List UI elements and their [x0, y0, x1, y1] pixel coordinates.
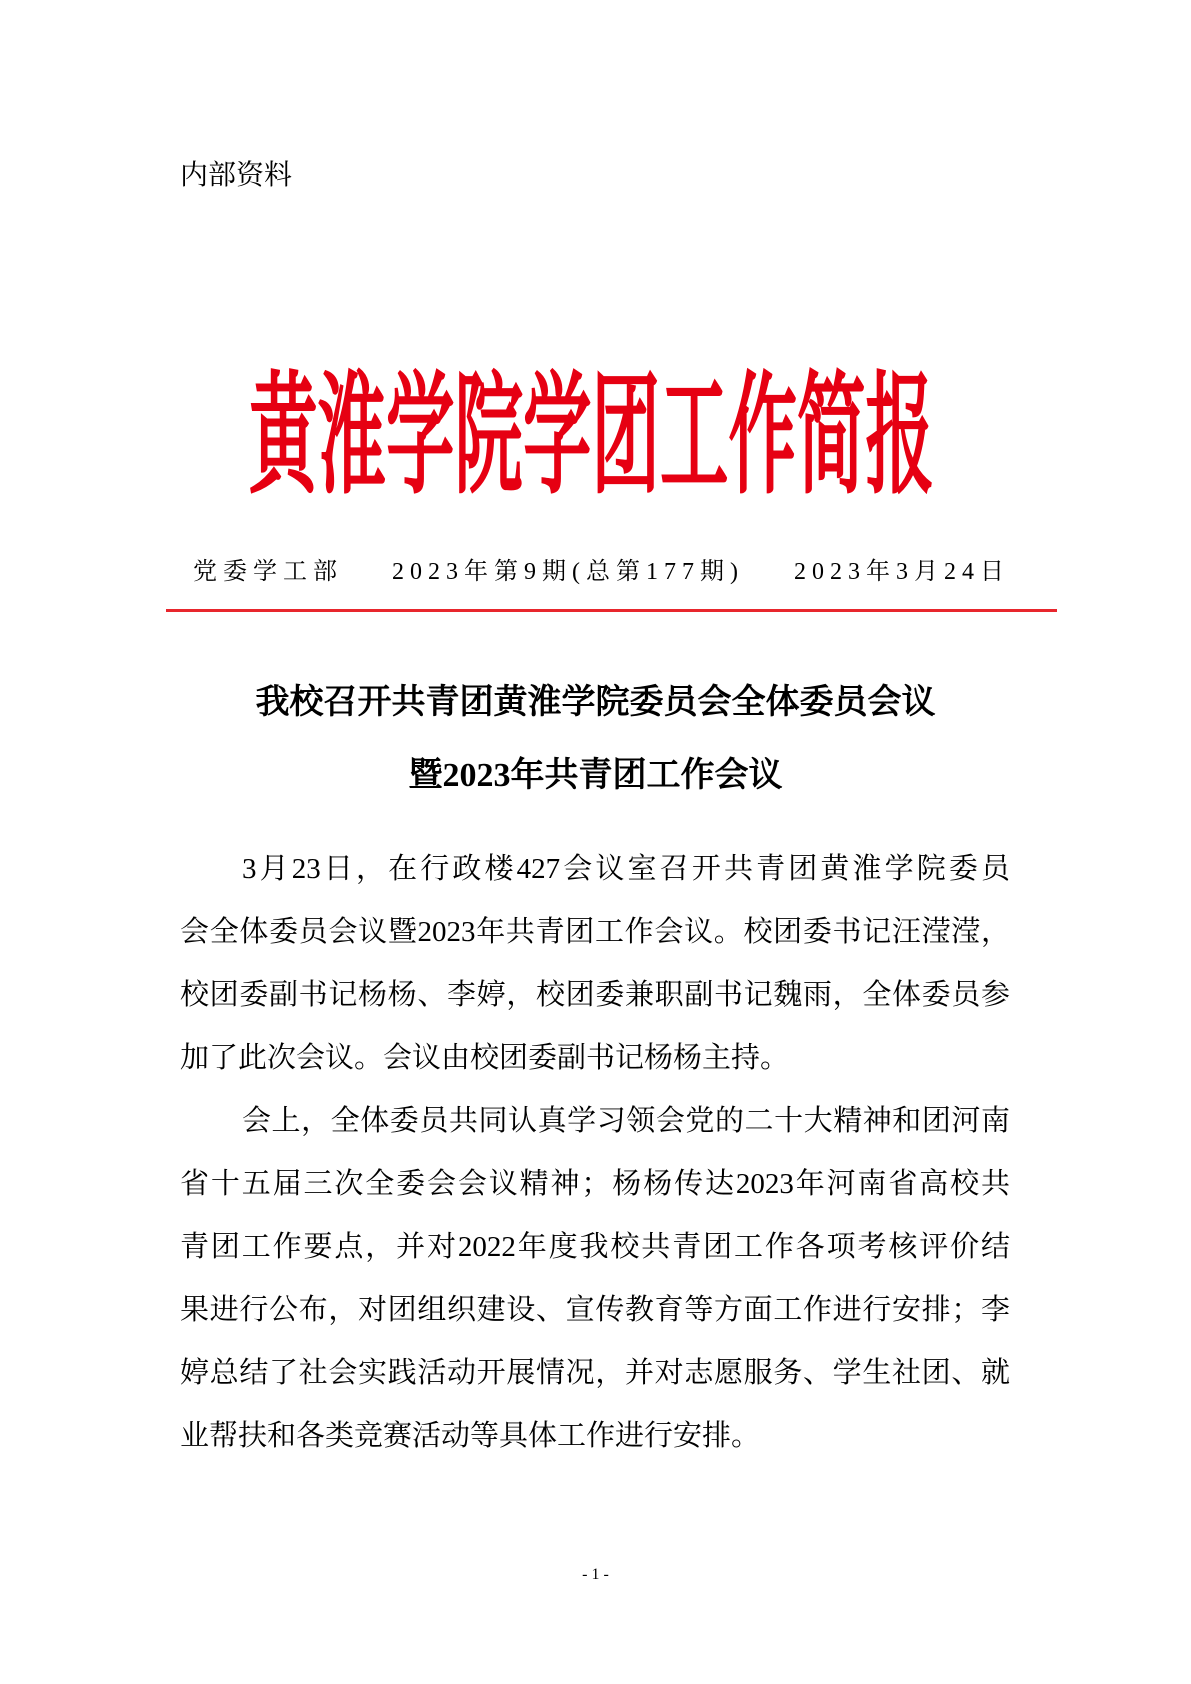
issue-number: 2023年第9期(总第177期) [392, 559, 744, 585]
paragraph-line: 校团委副书记杨杨、李婷，校团委兼职副书记魏雨，全体委员参 [180, 979, 1010, 1011]
masthead-title-text: 黄淮学院学团工作简报 [249, 363, 934, 510]
article-title-line: 暨2023年共青团工作会议 [408, 757, 783, 794]
paragraph-line: 果进行公布，对团组织建设、宣传教育等方面工作进行安排；李 [180, 1294, 1010, 1326]
article-title-line: 我校召开共青团黄淮学院委员会全体委员会议 [255, 684, 936, 721]
paragraph-line: 会上，全体委员共同认真学习领会党的二十大精神和团河南 [242, 1105, 1010, 1137]
paragraph-line: 会全体委员会议暨2023年共青团工作会议。校团委书记汪滢滢， [180, 916, 1010, 948]
page-number: - 1 - [582, 1566, 609, 1583]
header-divider [166, 609, 1057, 612]
issue-date: 2023年3月24日 [794, 559, 1010, 585]
paragraph-line: 省十五届三次全委会会议精神；杨杨传达2023年河南省高校共 [180, 1168, 1010, 1200]
article-body [180, 838, 1010, 1468]
paragraph-line: 业帮扶和各类竞赛活动等具体工作进行安排。 [180, 1420, 761, 1452]
paragraph-line: 3月23日，在行政楼427会议室召开共青团黄淮学院委员 [242, 853, 1010, 885]
paragraph-line: 加了此次会议。会议由校团委副书记杨杨主持。 [180, 1042, 790, 1074]
paragraph [180, 1090, 1010, 1468]
paragraph [180, 838, 1010, 1090]
classification-label: 内部资料 [180, 159, 293, 190]
masthead-title [240, 350, 950, 510]
paragraph-line: 婷总结了社会实践活动开展情况，并对志愿服务、学生社团、就 [180, 1357, 1010, 1389]
issue-department: 党委学工部 [193, 559, 343, 585]
paragraph-line: 青团工作要点，并对2022年度我校共青团工作各项考核评价结 [180, 1231, 1010, 1263]
